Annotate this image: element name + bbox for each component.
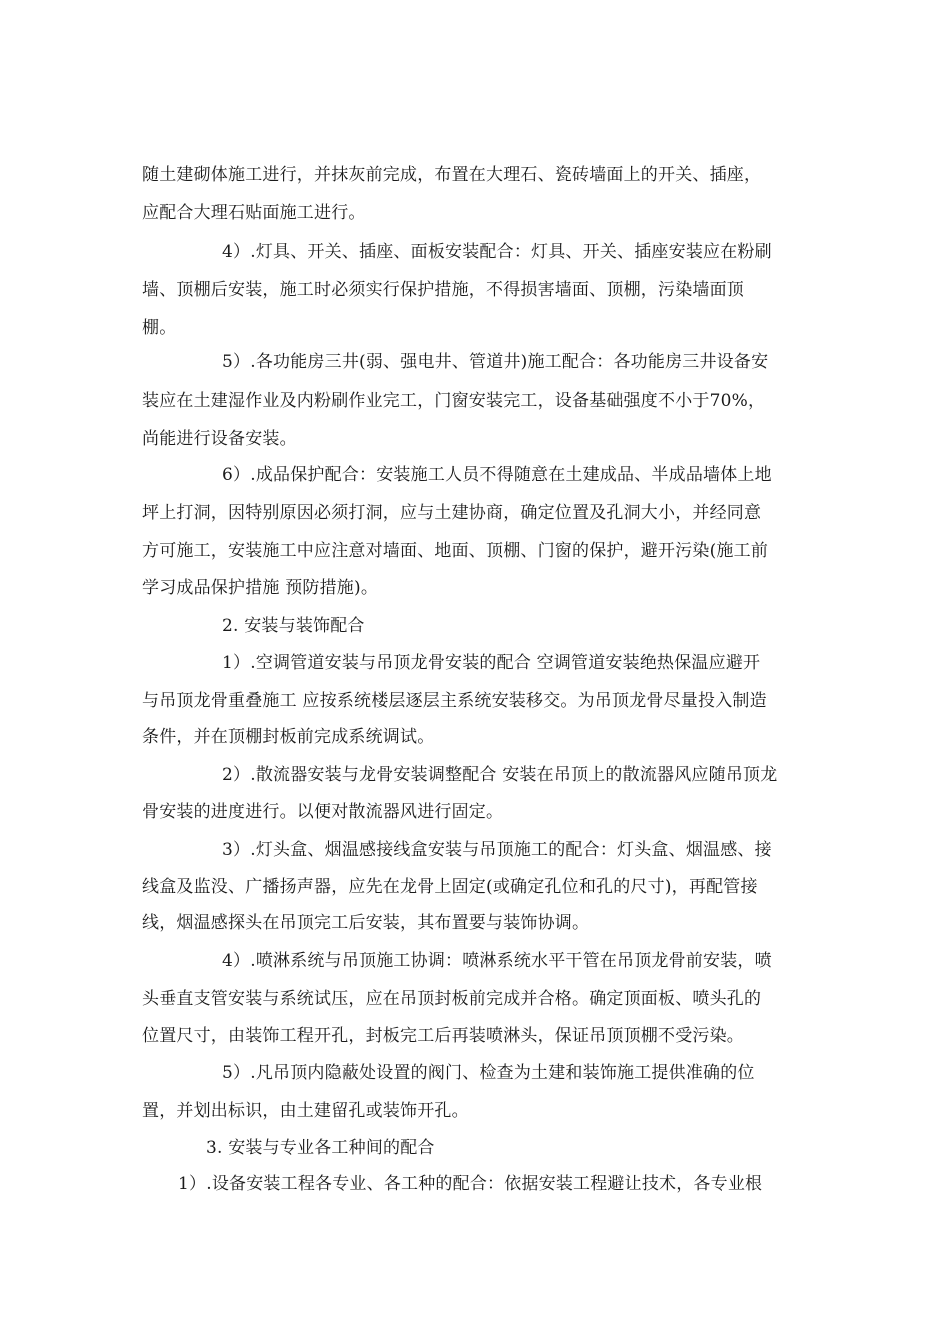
text-line: 棚。 [142, 318, 177, 338]
text-line: 2）.散流器安装与龙骨安装调整配合 安装在吊顶上的散流器风应随吊顶龙 [222, 765, 778, 785]
text-line: 学习成品保护措施 预防措施)。 [142, 578, 379, 598]
text-line: 应配合大理石贴面施工进行。 [142, 203, 366, 223]
text-line: 1）.设备安装工程各专业、各工种的配合：依据安装工程避让技术，各专业根 [178, 1174, 763, 1194]
text-line: 4）.灯具、开关、插座、面板安装配合：灯具、开关、插座安装应在粉刷 [222, 242, 772, 262]
text-line: 墙、顶棚后安装，施工时必须实行保护措施，不得损害墙面、顶棚，污染墙面顶 [142, 280, 744, 300]
text-line: 随土建砌体施工进行，并抹灰前完成，布置在大理石、瓷砖墙面上的开关、插座， [142, 165, 762, 185]
text-line: 3）.灯头盒、烟温感接线盒安装与吊顶施工的配合：灯头盒、烟温感、接 [222, 840, 772, 860]
section-heading: 2. 安装与装饰配合 [222, 616, 365, 636]
section-heading: 3. 安装与专业各工种间的配合 [206, 1138, 435, 1158]
text-line: 尚能进行设备安装。 [142, 429, 297, 449]
text-line: 线，烟温感探头在吊顶完工后安装，其布置要与装饰协调。 [142, 913, 590, 933]
text-line: 1）.空调管道安装与吊顶龙骨安装的配合 空调管道安装绝热保温应避开 [222, 653, 761, 673]
text-line: 5）.各功能房三井(弱、强电井、管道井)施工配合：各功能房三井设备安 [222, 352, 769, 372]
text-line: 5）.凡吊顶内隐蔽处设置的阀门、检查为土建和装饰施工提供准确的位 [222, 1063, 755, 1083]
text-line: 条件，并在顶棚封板前完成系统调试。 [142, 727, 435, 747]
text-line: 4）.喷淋系统与吊顶施工协调：喷淋系统水平干管在吊顶龙骨前安装，喷 [222, 951, 772, 971]
text-line: 置，并划出标识，由土建留孔或装饰开孔。 [142, 1101, 469, 1121]
text-line: 骨安装的进度进行。以便对散流器风进行固定。 [142, 802, 504, 822]
text-line: 6）.成品保护配合：安装施工人员不得随意在土建成品、半成品墙体上地 [222, 465, 772, 485]
text-line: 线盒及监没、广播扬声器，应先在龙骨上固定(或确定孔位和孔的尺寸)，再配管接 [142, 877, 758, 897]
text-line: 位置尺寸，由装饰工程开孔，封板完工后再装喷淋头，保证吊顶顶棚不受污染。 [142, 1026, 744, 1046]
text-line: 与吊顶龙骨重叠施工 应按系统楼层逐层主系统安装移交。为吊顶龙骨尽量投入制造 [142, 691, 767, 711]
text-line: 头垂直支管安装与系统试压，应在吊顶封板前完成并合格。确定顶面板、喷头孔的 [142, 989, 762, 1009]
text-line: 方可施工，安装施工中应注意对墙面、地面、顶棚、门窗的保护，避开污染(施工前 [142, 541, 769, 561]
text-line: 坪上打洞，因特别原因必须打洞，应与土建协商，确定位置及孔洞大小，并经同意 [142, 503, 762, 523]
text-line: 装应在土建湿作业及内粉刷作业完工，门窗安装完工，设备基础强度不小于70%， [142, 391, 766, 411]
